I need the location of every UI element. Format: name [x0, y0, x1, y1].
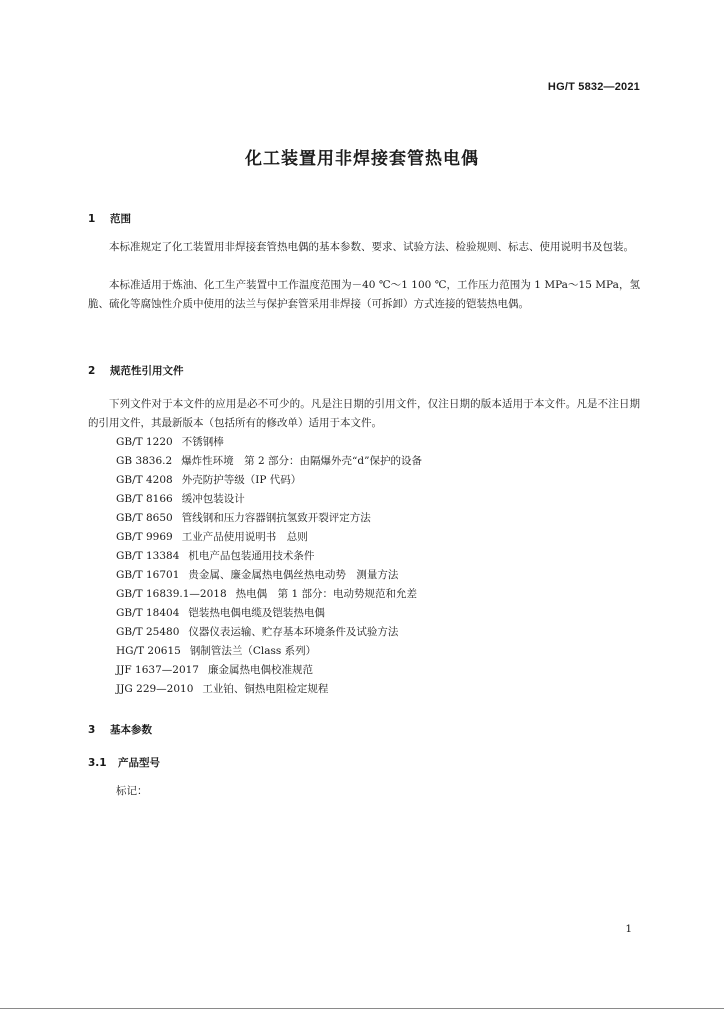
reference-code: HG/T 20615 — [116, 645, 181, 657]
page-number: 1 — [625, 923, 632, 935]
reference-name: 管线钢和压力容器钢抗氢致开裂评定方法 — [181, 512, 371, 524]
reference-list — [116, 433, 422, 699]
reference-code: GB/T 16701 — [116, 569, 180, 581]
reference-item — [116, 509, 422, 528]
document-title: 化工装置用非焊接套管热电偶 — [245, 149, 479, 169]
reference-item — [116, 490, 422, 509]
reference-name: 贵金属、廉金属热电偶丝热电动势 测量方法 — [188, 569, 399, 581]
section-3-heading — [88, 722, 152, 737]
reference-name: 缓冲包装设计 — [181, 493, 245, 505]
reference-code: JJF 1637—2017 — [116, 664, 199, 676]
reference-code: GB/T 8166 — [116, 493, 173, 505]
marking-label: 标记： — [116, 785, 148, 797]
reference-code: GB/T 16839.1—2018 — [116, 588, 227, 600]
section-2-number: 2 — [88, 365, 96, 377]
reference-name: 廉金属热电偶校准规范 — [208, 664, 313, 676]
reference-name: 爆炸性环境 第 2 部分：由隔爆外壳“d”保护的设备 — [181, 455, 422, 467]
reference-code: GB/T 1220 — [116, 436, 173, 448]
section-1-title: 范围 — [110, 213, 131, 225]
reference-item — [116, 433, 422, 452]
reference-name: 不锈钢棒 — [181, 436, 224, 448]
reference-item — [116, 566, 422, 585]
reference-item — [116, 528, 422, 547]
section-3-1-heading — [88, 755, 160, 770]
reference-code: GB 3836.2 — [116, 455, 173, 467]
reference-code: GB/T 4208 — [116, 474, 173, 486]
reference-name: 工业产品使用说明书 总则 — [181, 531, 308, 543]
reference-item — [116, 661, 422, 680]
reference-name: 机电产品包装通用技术条件 — [188, 550, 315, 562]
reference-item — [116, 547, 422, 566]
reference-code: GB/T 18404 — [116, 607, 180, 619]
reference-name: 仪器仪表运输、贮存基本环境条件及试验方法 — [188, 626, 399, 638]
section-3-1-title: 产品型号 — [118, 757, 160, 769]
reference-name: 工业铂、铜热电阻检定规程 — [202, 683, 329, 695]
section-3-1-number: 3.1 — [88, 757, 107, 769]
reference-code: GB/T 9969 — [116, 531, 173, 543]
reference-item — [116, 585, 422, 604]
reference-item — [116, 680, 422, 699]
reference-item — [116, 452, 422, 471]
scope-paragraph-2: 本标准适用于炼油、化工生产装置中工作温度范围为－40 ℃～1 100 ℃，工作压力范围为 1 MPa～15 MPa，氢脆、硫化等腐蚀性介质中使用的法兰与保护套管采用非焊接（可拆卸）方式连接的铠装热电偶。 — [88, 279, 640, 310]
section-2-heading — [88, 363, 184, 378]
reference-item — [116, 623, 422, 642]
reference-code: GB/T 13384 — [116, 550, 180, 562]
scope-paragraph-1: 本标准规定了化工装置用非焊接套管热电偶的基本参数、要求、试验方法、检验规则、标志、使用说明书及包装。 — [109, 241, 634, 253]
standard-code: HG/T 5832—2021 — [547, 81, 640, 93]
reference-name: 热电偶 第 1 部分：电动势规范和允差 — [235, 588, 417, 600]
normative-refs-intro: 下列文件对于本文件的应用是必不可少的。凡是注日期的引用文件，仅注日期的版本适用于本文件。凡是不注日期的引用文件，其最新版本（包括所有的修改单）适用于本文件。 — [88, 398, 640, 429]
reference-name: 铠装热电偶电缆及铠装热电偶 — [188, 607, 325, 619]
section-3-title: 基本参数 — [110, 724, 152, 736]
reference-item — [116, 604, 422, 623]
reference-code: JJG 229—2010 — [116, 683, 194, 695]
reference-name: 外壳防护等级（IP 代码） — [181, 474, 302, 486]
reference-code: GB/T 8650 — [116, 512, 173, 524]
section-1-heading — [88, 211, 131, 226]
section-1-number: 1 — [88, 213, 96, 225]
section-2-title: 规范性引用文件 — [110, 365, 184, 377]
reference-code: GB/T 25480 — [116, 626, 180, 638]
reference-name: 钢制管法兰（Class 系列） — [189, 645, 317, 657]
reference-item — [116, 642, 422, 661]
reference-item — [116, 471, 422, 490]
bottom-divider — [0, 1008, 724, 1009]
section-3-number: 3 — [88, 724, 96, 736]
